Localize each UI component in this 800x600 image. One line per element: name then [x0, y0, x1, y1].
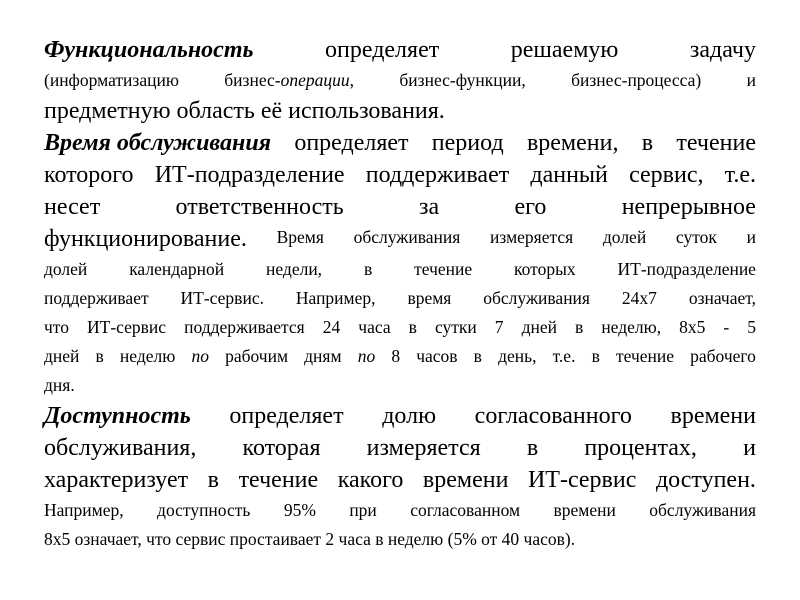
word: в: [207, 467, 220, 493]
word: Например,: [44, 500, 124, 520]
word: т.е.: [724, 162, 756, 188]
word: поддерживается: [184, 317, 305, 337]
word: обслуживания: [649, 500, 756, 520]
line-text: дня.: [44, 375, 75, 395]
word: в: [641, 130, 654, 156]
word: доступность: [157, 500, 251, 520]
word: согласованного: [474, 403, 632, 429]
word: определяет: [229, 403, 344, 429]
word: 24х7: [621, 288, 657, 308]
word: времени: [422, 467, 509, 493]
word: за: [419, 194, 440, 220]
word: в: [591, 346, 600, 366]
word: бизнес-процесса): [571, 70, 702, 90]
word: неделю: [119, 346, 176, 366]
word: обслуживания: [353, 227, 461, 247]
word: при: [349, 500, 377, 520]
word: какого: [337, 467, 404, 493]
word: процентах,: [584, 435, 697, 461]
word: календарной: [129, 259, 225, 279]
word: период: [431, 130, 504, 156]
word: сутки: [434, 317, 477, 337]
word: долю: [382, 403, 437, 429]
word: течение: [414, 259, 473, 279]
text-line: [44, 371, 756, 400]
text-line: [44, 34, 756, 66]
word: ИТ-сервис: [87, 317, 167, 337]
paragraph-availability: [44, 400, 756, 554]
word: 5: [747, 317, 756, 337]
word: дней: [521, 317, 557, 337]
text-line: [44, 400, 756, 432]
text-line: [44, 432, 756, 464]
word: непрерывное: [621, 194, 756, 220]
word: (информатизацию: [44, 70, 179, 90]
word: течение: [676, 130, 756, 156]
word: обслуживания,: [44, 435, 197, 461]
line-text: предметную область её использования.: [44, 98, 445, 124]
text-line: [44, 284, 756, 313]
word: ИТ-сервис: [527, 467, 637, 493]
word: неделю,: [601, 317, 662, 337]
word: Время: [276, 227, 324, 247]
word: часов: [416, 346, 458, 366]
word: дней: [44, 346, 80, 366]
word: бизнес-операции,: [224, 70, 355, 90]
word: время: [407, 288, 452, 308]
text-line: [44, 191, 756, 223]
word: и: [746, 227, 756, 247]
word: долей: [602, 227, 647, 247]
word: обслуживания: [483, 288, 590, 308]
word: 24: [322, 317, 341, 337]
word: дням: [304, 346, 342, 366]
word: которых: [514, 259, 576, 279]
word: ИТ-подразделение: [154, 162, 345, 188]
word: 7: [494, 317, 504, 337]
text-line: [44, 496, 756, 525]
word: в: [363, 259, 373, 279]
text-line: [44, 159, 756, 191]
word: часа: [358, 317, 391, 337]
italic-word: операции: [280, 70, 350, 90]
word: в: [95, 346, 104, 366]
word: рабочего: [690, 346, 756, 366]
word: означает,: [688, 288, 756, 308]
word: день,: [498, 346, 537, 366]
word: -: [723, 317, 730, 337]
word: задачу: [689, 37, 756, 63]
line-text: 8х5 означает, что сервис простаивает 2 часа в неделю (5% от 40 часов).: [44, 529, 576, 549]
word: которого: [44, 162, 134, 188]
word: времени,: [526, 130, 619, 156]
word: доступен.: [655, 467, 756, 493]
word: данный: [530, 162, 608, 188]
word: функционирование.: [44, 226, 247, 252]
word: 8: [391, 346, 401, 366]
word: поддерживает: [365, 162, 510, 188]
text-line: [44, 127, 756, 159]
italic-word: по: [357, 346, 376, 366]
word: ИТ-сервис.: [180, 288, 264, 308]
word: характеризует: [44, 467, 189, 493]
word: определяет: [325, 37, 440, 63]
text-line: [44, 464, 756, 496]
text-line: [44, 525, 756, 554]
word: в: [408, 317, 417, 337]
word: измеряется: [490, 227, 574, 247]
word: течение: [615, 346, 675, 366]
word: т.е.: [552, 346, 576, 366]
word: сервис,: [629, 162, 704, 188]
word: определяет: [294, 130, 409, 156]
word: долей: [44, 259, 88, 279]
word: суток: [675, 227, 717, 247]
word: рабочим: [225, 346, 289, 366]
word: бизнес-функции,: [399, 70, 526, 90]
word: ответственность: [175, 194, 344, 220]
word: ИТ-подразделение: [617, 259, 756, 279]
word: 95%: [283, 500, 316, 520]
word: поддерживает: [44, 288, 149, 308]
word: течение: [238, 467, 319, 493]
italic-word: по: [191, 346, 209, 366]
word: измеряется: [366, 435, 481, 461]
word: 8х5: [679, 317, 706, 337]
term-functionality: Функциональность: [44, 37, 254, 63]
slide-body-text: [44, 34, 756, 554]
paragraph-service-time: [44, 127, 756, 400]
text-line: [44, 313, 756, 342]
text-line: [44, 255, 756, 284]
word: и: [743, 435, 756, 461]
word: что: [44, 317, 69, 337]
text-line: [44, 223, 756, 255]
word: в: [575, 317, 584, 337]
word: решаемую: [510, 37, 619, 63]
word: и: [746, 70, 756, 90]
text-line: [44, 342, 756, 371]
word: недели,: [266, 259, 323, 279]
text-line: [44, 95, 756, 127]
word: которая: [242, 435, 321, 461]
term-service-time: Время обслуживания: [44, 130, 272, 156]
word: в: [473, 346, 482, 366]
paragraph-functionality: [44, 34, 756, 127]
word: несет: [44, 194, 101, 220]
word: согласованном: [410, 500, 521, 520]
word: Например,: [295, 288, 376, 308]
word: времени: [670, 403, 756, 429]
word: его: [514, 194, 547, 220]
word: времени: [553, 500, 616, 520]
term-availability: Доступность: [44, 403, 191, 429]
text-line: [44, 66, 756, 95]
word: в: [526, 435, 539, 461]
